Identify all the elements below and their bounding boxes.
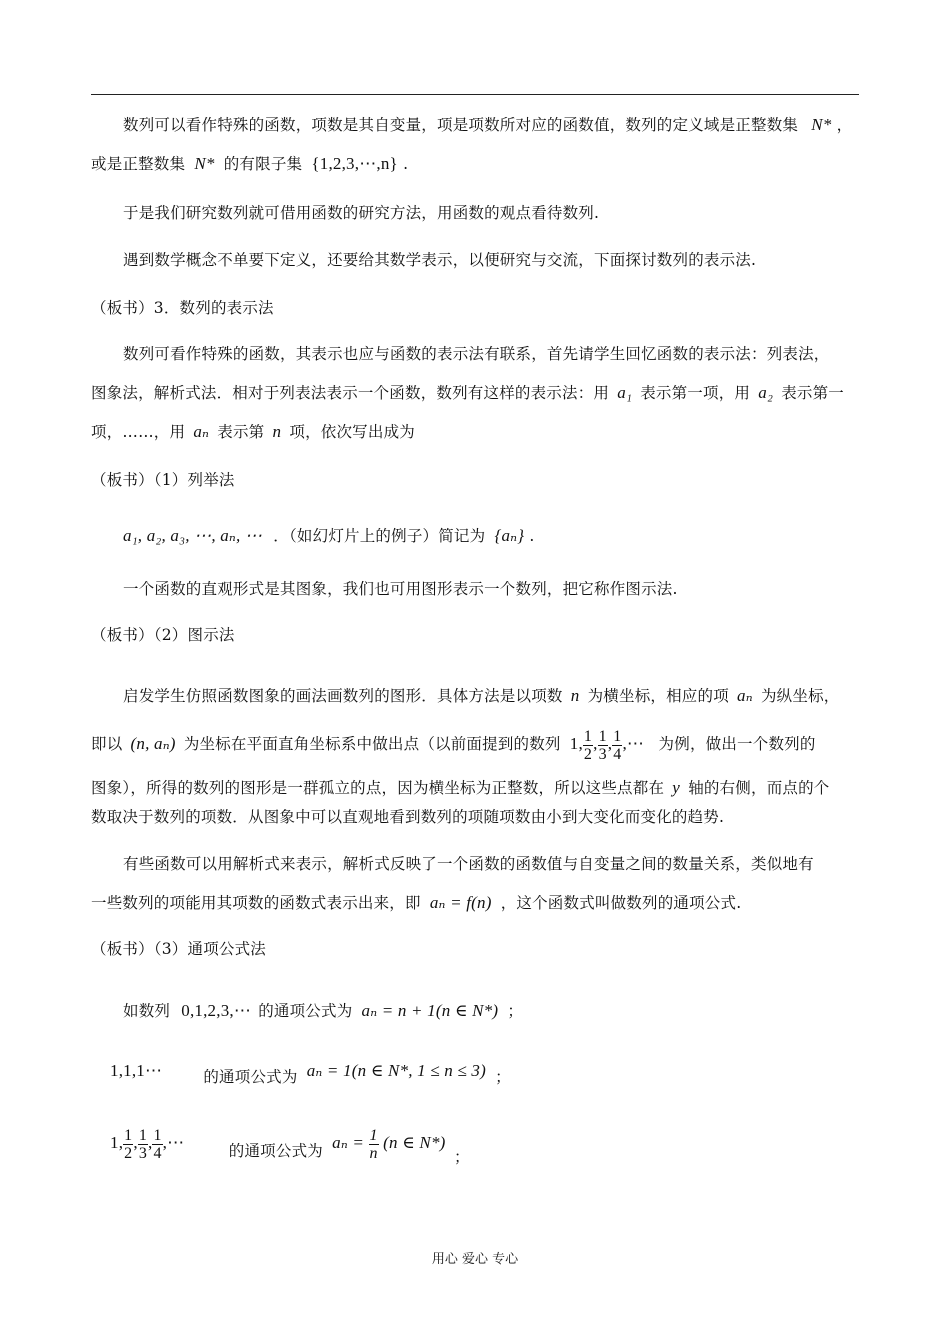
- board-heading-list: （板书）（1）列举法: [91, 471, 235, 489]
- paragraph-2: 于是我们研究数列就可借用函数的研究方法，用函数的观点看待数列.: [123, 204, 600, 222]
- math-sequence: 0,1,2,3,⋯: [181, 1001, 252, 1020]
- text: 的通项公式为: [228, 1142, 323, 1160]
- text: 即以: [91, 735, 123, 753]
- paragraph-7-line-3: [91, 777, 830, 799]
- text: (n ∈ N*): [383, 1133, 446, 1152]
- paragraph-8-line-2: [91, 892, 741, 914]
- numerator: 1: [369, 1126, 378, 1144]
- fraction: [123, 1127, 133, 1162]
- board-heading-formula: （板书）（3）通项公式法: [91, 940, 267, 958]
- math-point: (n, aₙ): [130, 734, 176, 753]
- text: 的有限子集: [223, 155, 303, 173]
- text: .: [529, 527, 535, 545]
- fraction: [583, 728, 593, 763]
- text: ．（如幻灯片上的例子）简记为: [273, 527, 486, 545]
- denominator: n: [369, 1144, 378, 1162]
- text: 或是正整数集: [91, 155, 186, 173]
- text: 为横坐标，相应的项: [587, 687, 729, 705]
- paragraph-1-line-2: [91, 153, 408, 175]
- text: 如数列: [123, 1002, 171, 1020]
- example-1: [123, 1000, 523, 1022]
- text: ；: [453, 1148, 470, 1166]
- math-formula: aₙ = 1(n ∈ N*, 1 ≤ n ≤ 3): [306, 1061, 486, 1080]
- math-y: y: [672, 778, 681, 797]
- text: ，: [836, 116, 853, 134]
- paragraph-7-line-2: [91, 722, 816, 766]
- math-finite-set: {1,2,3,⋯,n}: [311, 154, 398, 173]
- paragraph-7-line-4: 数取决于数列的项数．从图象中可以直观地看到数列的项随项数由小到大变化而变化的趋势.: [91, 808, 725, 826]
- paragraph-5: [123, 525, 535, 547]
- paragraph-1-line-1: [123, 114, 852, 136]
- math-set-an: {aₙ}: [494, 526, 525, 545]
- numerator: 1: [598, 727, 607, 745]
- text: 启发学生仿照函数图象的画法画数列的图形．具体方法是以项数: [123, 687, 563, 705]
- math-an: aₙ: [193, 422, 210, 441]
- text: 项，……，用: [91, 423, 186, 441]
- page-footer: 用心 爱心 专心: [431, 1252, 519, 1267]
- numerator: 1: [613, 727, 622, 745]
- text: ，这个函数式叫做数列的通项公式.: [500, 894, 742, 912]
- paragraph-3: 遇到数学概念不单要下定义，还要给其数学表示，以便研究与交流，下面探讨数列的表示法.: [123, 251, 757, 269]
- example-2: [110, 1060, 511, 1086]
- numerator: 1: [153, 1126, 162, 1144]
- numerator: 1: [138, 1126, 148, 1144]
- paragraph-8-line-1: 有些函数可以用解析式来表示，解析式反映了一个函数的函数值与自变量之间的数量关系，类似地有: [123, 855, 814, 873]
- fraction: [152, 1127, 162, 1162]
- paragraph-4-line-2: [91, 382, 844, 404]
- header-rule: [91, 94, 859, 95]
- denominator: 3: [598, 745, 607, 763]
- paragraph-4-line-3: [91, 421, 415, 443]
- text: 1,: [110, 1133, 124, 1152]
- denominator: 2: [583, 745, 593, 763]
- board-heading-3: （板书）3．数列的表示法: [91, 299, 274, 317]
- math-N-star: N*: [194, 154, 215, 173]
- math-n: n: [570, 686, 580, 705]
- text: ；: [507, 1002, 524, 1020]
- denominator: 2: [124, 1144, 133, 1162]
- math-a1: a₁: [617, 383, 633, 402]
- fraction: [138, 1127, 148, 1162]
- text: 轴的右侧，而点的个: [688, 779, 830, 797]
- text: 一些数列的项能用其项数的函数式表示出来，即: [91, 894, 421, 912]
- text: 的通项公式为: [203, 1068, 298, 1086]
- math-a2: a₂: [758, 383, 774, 402]
- denominator: 3: [138, 1144, 148, 1162]
- math-harmonic-sequence: 1, $\frac{1}{2}$ , $\frac{1}{3}$ , $\frac{1}{4}$ ,⋯: [110, 1126, 185, 1162]
- numerator: 1: [583, 727, 593, 745]
- math-sequence: a₁, a₂, a₃, ⋯, aₙ, ⋯: [123, 526, 263, 545]
- math-general-term: aₙ = f(n): [429, 893, 492, 912]
- example-3: [110, 1120, 470, 1166]
- text: 图象），所得的数列的图形是一群孤立的点，因为横坐标为正整数，所以这些点都在: [91, 779, 665, 797]
- fraction: [369, 1127, 379, 1162]
- text: 项，依次写出成为: [289, 423, 415, 441]
- math-formula: [332, 1126, 450, 1162]
- text: 的通项公式为: [258, 1002, 353, 1020]
- math-n: n: [272, 422, 282, 441]
- board-heading-graph: （板书）（2）图示法: [91, 626, 235, 644]
- text: aₙ =: [332, 1133, 365, 1152]
- text: ,⋯: [622, 734, 645, 753]
- text: 为纵坐标，: [760, 687, 840, 705]
- text: 表示第一: [781, 384, 845, 402]
- text: ；: [495, 1068, 511, 1086]
- text: .: [403, 155, 409, 173]
- text: 表示第: [217, 423, 265, 441]
- fraction: [598, 728, 608, 763]
- numerator: 1: [124, 1126, 133, 1144]
- text: 1,: [569, 734, 583, 753]
- text: 为例，做出一个数列的: [658, 735, 816, 753]
- math-N-star: N*: [811, 115, 832, 134]
- text: ,⋯: [162, 1133, 185, 1152]
- text: 表示第一项，用: [640, 384, 751, 402]
- text: 为坐标在平面直角坐标系中做出点（以前面提到的数列: [183, 735, 561, 753]
- math-harmonic-sequence: 1, $\frac{1}{2}$ , $\frac{1}{3}$ , $\frac{1}{4}$ ,⋯: [569, 727, 645, 763]
- fraction: [612, 728, 622, 763]
- math-an: aₙ: [737, 686, 753, 705]
- denominator: 4: [613, 745, 622, 763]
- math-sequence: 1,1,1⋯: [110, 1061, 163, 1080]
- denominator: 4: [153, 1144, 162, 1162]
- text: 数列可以看作特殊的函数，项数是其自变量，项是项数所对应的函数值，数列的定义域是正整数集: [123, 116, 799, 134]
- text: 图象法，解析式法．相对于列表法表示一个函数，数列有这样的表示法：用: [91, 384, 610, 402]
- paragraph-6: 一个函数的直观形式是其图象，我们也可用图形表示一个数列，把它称作图示法.: [123, 580, 678, 598]
- paragraph-4-line-1: 数列可看作特殊的函数，其表示也应与函数的表示法有联系，首先请学生回忆函数的表示法：列表法，: [123, 345, 830, 363]
- paragraph-7-line-1: [123, 685, 840, 707]
- math-formula: aₙ = n + 1(n ∈ N*): [361, 1001, 499, 1020]
